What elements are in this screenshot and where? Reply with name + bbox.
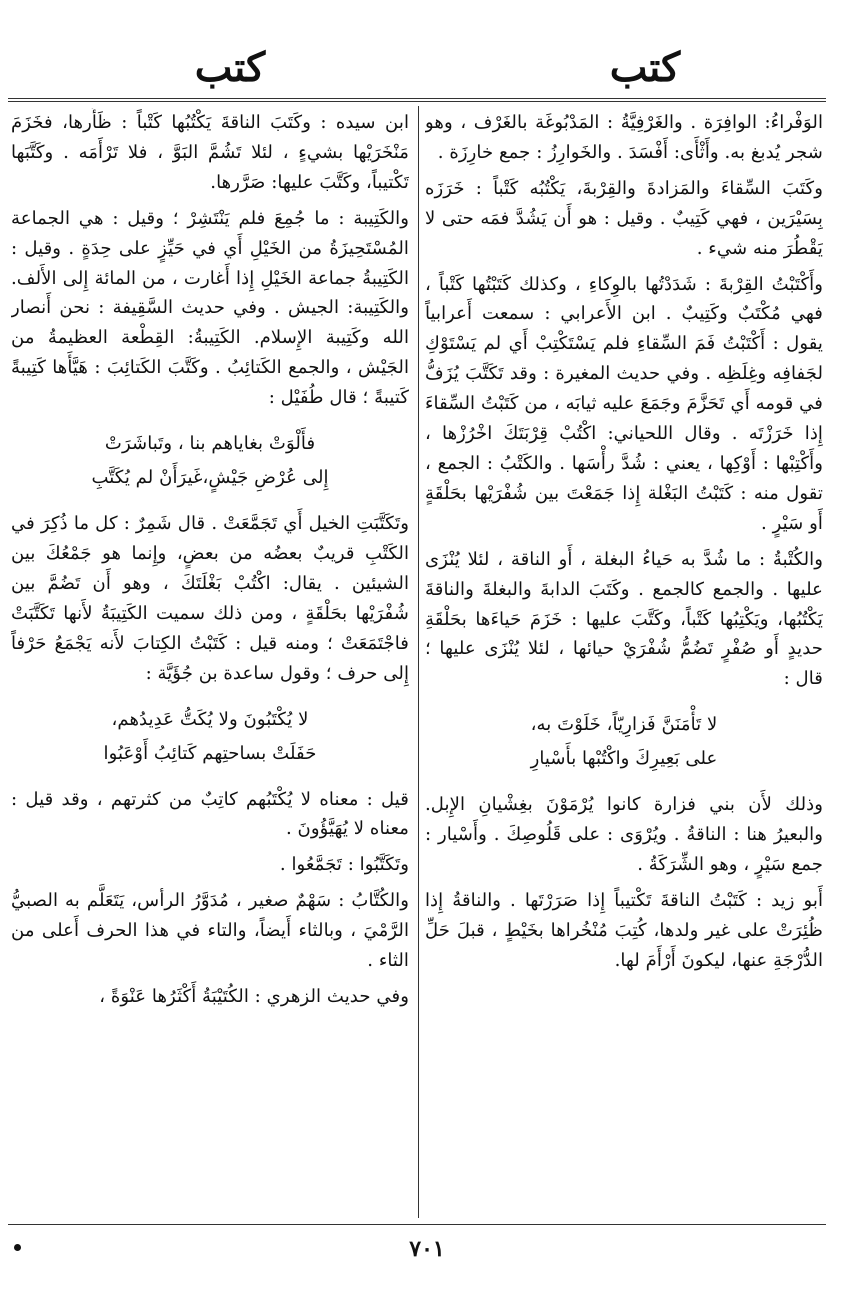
left-column [11,108,409,1218]
paragraph: قيل : معناه لا يُكْتَبُهم كاتِبٌ من كثرتهم ، وقد قيل : معناه لا يُهَيَّؤُونَ . [11,788,409,840]
footer-dot-mark [14,1244,21,1251]
paragraph: وتَكَتَّبُوا : تَجَمَّعُوا . [279,854,409,876]
header-rule [8,98,826,99]
verse-line: فأَلْوَتْ بغاياهم بنا ، وتَباشَرَتْ [104,433,316,455]
running-header-left: كتب [194,44,266,91]
page-number: ٧٠١ [409,1236,445,1262]
paragraph: أَبو زيد : كَتَبْتُ الناقةَ تَكْتيباً إِذا صَرَرْتَها . والناقةُ إِذا ظُئِرَتْ على غير ولدها، كُتِبَ مُنْخُراها بخَيْطٍ ، قبلَ حَلِّ الدُّرْجَةِ عنها، ليكونَ أَرْأَمَ لها. [425,889,823,971]
paragraph: ابن سيده : وكَتَبَ الناقةَ يَكْتُبُها كَتْباً : ظَأَرها، فخَزَمَ مَنْخَرَيْها بشيءٍ ، لئلا تَشُمَّ البَوَّ ، فلا تَرْأَمَه . وكَتَّبَها تَكْتيباً، وكَتَّبَ عليها: صَرَّرها. [11,112,409,193]
paragraph: والكُتْبةُ : ما شُدَّ به حَياءُ البغلة ، أَو الناقة ، لئلا يُنْزَى عليها . والجمع كالجمع . وكَتَبَ الدابةَ والبغلةَ والناقةَ يَكْتُبُها، ويَكْتِبُها كَتْباً، وكَتَّبَ عليها : خَزَمَ حَياءَها بحَلْقَةِ حديدٍ أَو صُفْرٍ تَضُمُّ شُفْرَيْ حيائها ، لئلا يُنْزَى عليها ؛ قال : [425,548,823,690]
paragraph: وكَتَبَ السِّقاءَ والمَزادةَ والقِرْبةَ، يَكْتُبُه كَتْباً : خَرَزَه بِسَيْرَين ، فهي كَتِيبٌ . وقيل : هو أَن يَشُدَّ فمَه حتى لا يَقْطُرَ منه شيء . [425,177,823,259]
verse-line: على بَعِيرِكَ واكْتُبْها بأَسْيارِ [530,748,718,770]
running-header-right: كتب [609,44,681,91]
paragraph: وتَكَتَّبَتِ الخيل أَي تَجَمَّعَتْ . قال شَمِرٌ : كل ما ذُكِرَ في الكَتْبِ قريبٌ بعضُه من بعضٍ، وإِنما هو جَمْعُكَ بين الشيئين . يقال: اكْتُبْ بَغْلَتَكَ ، وهو أَن تَضُمَّ بين شُفْرَيْها بحَلْقَةٍ ، ومن ذلك سميت الكَتِيبَةُ لأَنها تَكَتَّبَتْ فاجْتَمَعَتْ ؛ ومنه قيل : كَتَبْتُ الكِتابَ لأَنه يَجْمَعُ حَرْفاً إِلى حرف ؛ وقول ساعدة بن جُؤَيَّة : [11,513,409,684]
verse-line: لا تَأْمَنَنَّ فَزارِيّاً، خَلَوْتَ به، [530,714,718,736]
paragraph: وفي حديث الزهري : الكُتَيْبَةُ أَكْثَرُها عَنْوَةً ، [99,985,409,1007]
verse-line: حَفَلَتْ بساحتِهم كَتائِبُ أَوْعَبُوا [103,742,317,764]
paragraph: والكُتَّابُ : سَهْمٌ صغير ، مُدَوَّرُ الرأس، يَتَعَلَّم به الصبيُّ الرَّمْيَ ، وبالثاء أَيضاً، والتاء في هذا الحرف أَعلى من الثاء . [11,890,409,972]
right-column [425,108,823,1218]
header-rule-double [8,101,826,102]
poetry-verse [425,708,823,776]
poetry-verse [11,703,409,771]
verse-line: إِلى عُرْضِ جَيْشٍ،غَيرَأَنْ لم يُكَتَّبِ [91,467,329,489]
column-divider [418,106,419,1218]
poetry-verse [11,427,409,495]
paragraph: الوَفْراءُ: الوافِرَة . والغَرْفِيَّةُ : المَدْبُوغَة بالغَرْف ، وهو شجر يُدبغ به. وأَثْأَى: أَفْسَدَ . والخَوارِزُ : جمع خارِزَة . [425,112,823,163]
paragraph: وأَكْتَبْتُ القِرْبةَ : شَدَدْتُها بالوِكاءِ ، وكذلك كَتَبْتُها كَتْباً ، فهي مُكْتَبٌ وكَتِيبٌ . ابن الأَعرابي : سمعت أَعرابياً يقول : أَكْتَبْتُ فَمَ السِّقاءِ فلم يَسْتَكْتِبْ أَي لم يَسْتَوْكِ لجَفافِه وغِلَظِه . وفي حديث المغيرة : وقد تَكَتَّبَ يُزَفُّ في قومه أَي تَحَزَّمَ وجَمَعَ عليه ثيابَه ، من كَتَبْتُ السِّقاءَ إِذا خَرَزْتَه . وقال اللحياني: اكْتُبْ قِرْبَتَكَ اخْرُزْها ، وأَكْتِبْها : أَوْكِها ، يعني : شُدَّ رأْسَها . والكَتْبُ : الجمع ، تقول منه : كَتَبْتُ البَغْلة إِذا جَمَعْتَ بين شُفْرَيْها بحَلْقَةٍ أَو سَيْرٍ . [425,273,823,534]
paragraph: وذلك لأَن بني فزارة كانوا يُرْمَوْنَ بغِشْيانِ الإِبل. والبعيرُ هنا : الناقةُ . ويُرْوَى : على قَلُوصِكَ . وأَسْيار : جمع سَيْرٍ ، وهو الشِّرَكَةُ . [425,794,823,876]
verse-line: لا يُكْتَبُونَ ولا يُكَتُّ عَدِيدُهم، [111,708,309,730]
footer-rule [8,1224,826,1225]
paragraph: والكَتِيبة : ما جُمِعَ فلم يَنْتَشِرْ ؛ وقيل : هي الجماعة المُسْتَحِيزَةُ من الخَيْلِ أَي في حَيِّزٍ على حِدَةٍ . وقيل : الكَتِيبةُ جماعة الخَيْلِ إِذا أَغارت ، من المائة إِلى الأَلف. والكَتِيبة: الجيش . وفي حديث السَّقِيفة : نحن أَنصار الله وكَتِيبة الإِسلام. الكَتِيبةُ: القِطْعة العظيمةُ من الجَيْش ، والجمع الكَتائِبُ . وكَتَّبَ الكَتائِبَ : هَيَّأَها كَتِيبةً كَتيبةً ؛ قال طُفَيْل : [11,207,409,409]
